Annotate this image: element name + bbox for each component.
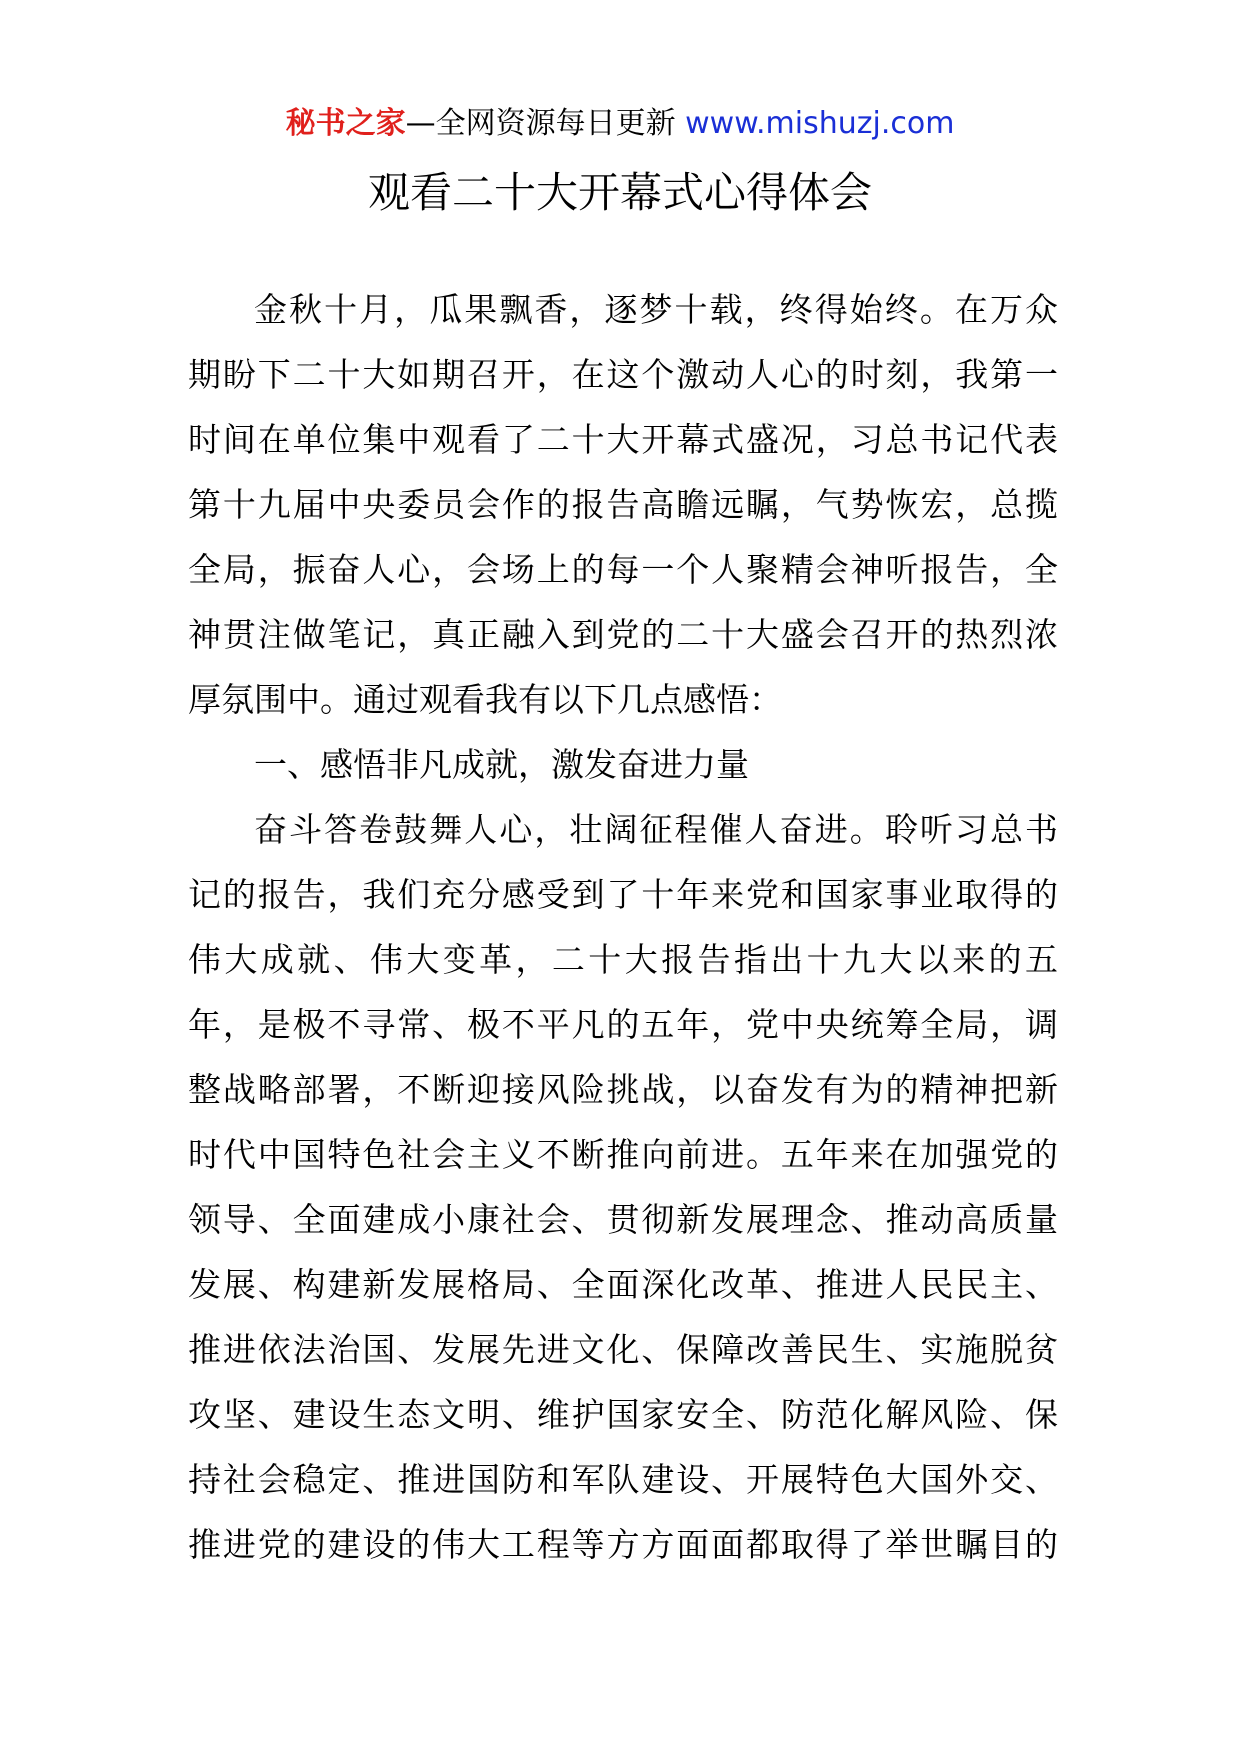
header-tagline: —全网资源每日更新 <box>405 106 686 141</box>
paragraph-line: 厚氛围中。通过观看我有以下几点感悟： <box>188 680 782 719</box>
document-body <box>188 290 1058 1590</box>
paragraph-line: 推进党的建设的伟大工程等方方面面都取得了举世瞩目的 <box>188 1525 1058 1564</box>
paragraph-line: 神贯注做笔记，真正融入到党的二十大盛会召开的热烈浓 <box>188 615 1058 654</box>
paragraph-line: 金秋十月，瓜果飘香，逐梦十载，终得始终。在万众 <box>254 290 1058 329</box>
paragraph-line: 发展、构建新发展格局、全面深化改革、推进人民民主、 <box>188 1265 1058 1304</box>
document-title: 观看二十大开幕式心得体会 <box>367 168 872 217</box>
paragraph-line: 全局，振奋人心，会场上的每一个人聚精会神听报告，全 <box>188 550 1058 589</box>
paragraph-line: 时代中国特色社会主义不断推向前进。五年来在加强党的 <box>188 1135 1058 1174</box>
paragraph-line: 推进依法治国、发展先进文化、保障改善民生、实施脱贫 <box>188 1330 1058 1369</box>
section-heading: 一、感悟非凡成就，激发奋进力量 <box>254 745 749 784</box>
paragraph-line: 奋斗答卷鼓舞人心，壮阔征程催人奋进。聆听习总书 <box>254 810 1058 849</box>
paragraph-line: 年，是极不寻常、极不平凡的五年，党中央统筹全局，调 <box>188 1005 1058 1044</box>
paragraph-line: 持社会稳定、推进国防和军队建设、开展特色大国外交、 <box>188 1460 1058 1499</box>
paragraph-line: 伟大成就、伟大变革，二十大报告指出十九大以来的五 <box>188 940 1058 979</box>
paragraph-line: 攻坚、建设生态文明、维护国家安全、防范化解风险、保 <box>188 1395 1058 1434</box>
paragraph-line: 领导、全面建成小康社会、贯彻新发展理念、推动高质量 <box>188 1200 1058 1239</box>
brand-name: 秘书之家 <box>285 106 406 141</box>
paragraph-line: 记的报告，我们充分感受到了十年来党和国家事业取得的 <box>188 875 1058 914</box>
header-banner <box>0 104 1240 144</box>
paragraph-line: 时间在单位集中观看了二十大开幕式盛况，习总书记代表 <box>188 420 1058 459</box>
paragraph-line: 期盼下二十大如期召开，在这个激动人心的时刻，我第一 <box>188 355 1058 394</box>
paragraph-line: 第十九届中央委员会作的报告高瞻远瞩，气势恢宏，总揽 <box>188 485 1058 524</box>
paragraph-line: 整战略部署，不断迎接风险挑战，以奋发有为的精神把新 <box>188 1070 1058 1109</box>
website-link[interactable]: www.mishuzj.com <box>685 106 955 141</box>
